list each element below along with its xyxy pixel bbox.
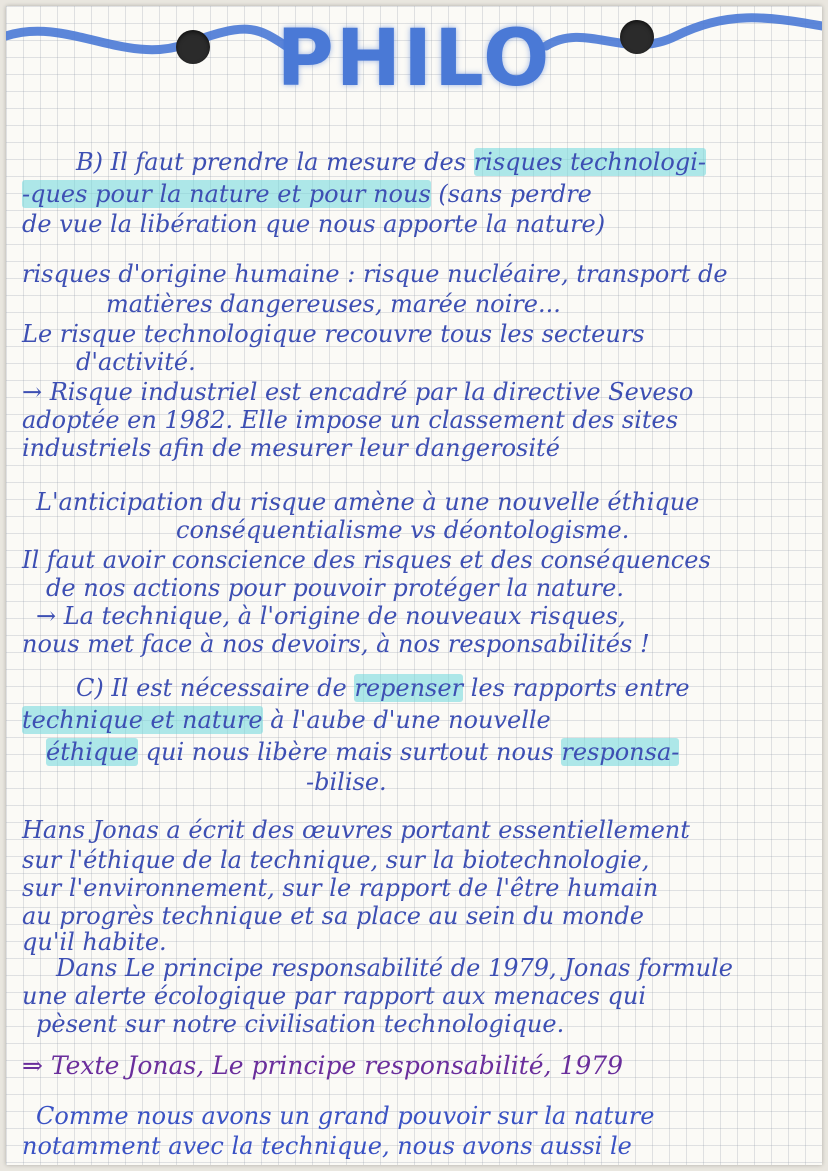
block3-line-3: sur l'environnement, sur le rapport de l'être humain — [22, 874, 659, 902]
block1-line-5: → Risque industriel est encadré par la directive Seveso — [22, 378, 694, 406]
block2-line-3: Il faut avoir conscience des risques et des conséquences — [22, 546, 711, 574]
section-c-line-2: technique et nature à l'aube d'une nouvelle — [22, 706, 551, 734]
block1-line-7: industriels afin de mesurer leur dangerosité — [22, 434, 560, 462]
section-b-line-1: B) Il faut prendre la mesure des risques technologi- — [76, 148, 707, 176]
block3-line-8: pèsent sur notre civilisation technologique. — [36, 1010, 565, 1038]
block4-line-2: notamment avec la technique, nous avons aussi le — [22, 1132, 632, 1160]
block3-line-2: sur l'éthique de la technique, sur la biotechnologie, — [22, 846, 650, 874]
block2-line-6: nous met face à nos devoirs, à nos responsabilités ! — [22, 630, 650, 658]
block2-line-1: L'anticipation du risque amène à une nouvelle éthique — [36, 488, 700, 516]
block4-line-1: Comme nous avons un grand pouvoir sur la nature — [36, 1102, 655, 1130]
block3-line-5: qu'il habite. — [22, 928, 167, 956]
block3-line-1: Hans Jonas a écrit des œuvres portant essentiellement — [22, 816, 690, 844]
section-c-line-4: -bilise. — [306, 768, 387, 796]
section-c-line-3: éthique qui nous libère mais surtout nous responsa- — [46, 738, 680, 766]
block2-line-2: conséquentialisme vs déontologisme. — [176, 516, 630, 544]
text-reference-heading: ⇒ Texte Jonas, Le principe responsabilité, 1979 — [22, 1051, 624, 1080]
block3-line-6: Dans Le principe responsabilité de 1979, Jonas formule — [56, 954, 733, 982]
section-b-line-2: -ques pour la nature et pour nous (sans perdre — [22, 180, 592, 208]
block1-line-1: risques d'origine humaine : risque nucléaire, transport de — [22, 260, 728, 288]
section-c-line-1: C) Il est nécessaire de repenser les rapports entre — [76, 674, 690, 702]
block1-line-6: adoptée en 1982. Elle impose un classement des sites — [22, 406, 679, 434]
block1-line-2: matières dangereuses, marée noire... — [106, 290, 561, 318]
block2-line-5: → La technique, à l'origine de nouveaux risques, — [36, 602, 626, 630]
block2-line-4: de nos actions pour pouvoir protéger la nature. — [46, 574, 624, 602]
notebook-page — [6, 6, 822, 1165]
section-b-line-3: de vue la libération que nous apporte la nature) — [22, 210, 606, 238]
block1-line-3: Le risque technologique recouvre tous les secteurs — [22, 320, 645, 348]
page-title: PHILO — [276, 14, 552, 104]
block3-line-4: au progrès technique et sa place au sein du monde — [22, 902, 644, 930]
block3-line-7: une alerte écologique par rapport aux menaces qui — [22, 982, 647, 1010]
block1-line-4: d'activité. — [76, 348, 196, 376]
